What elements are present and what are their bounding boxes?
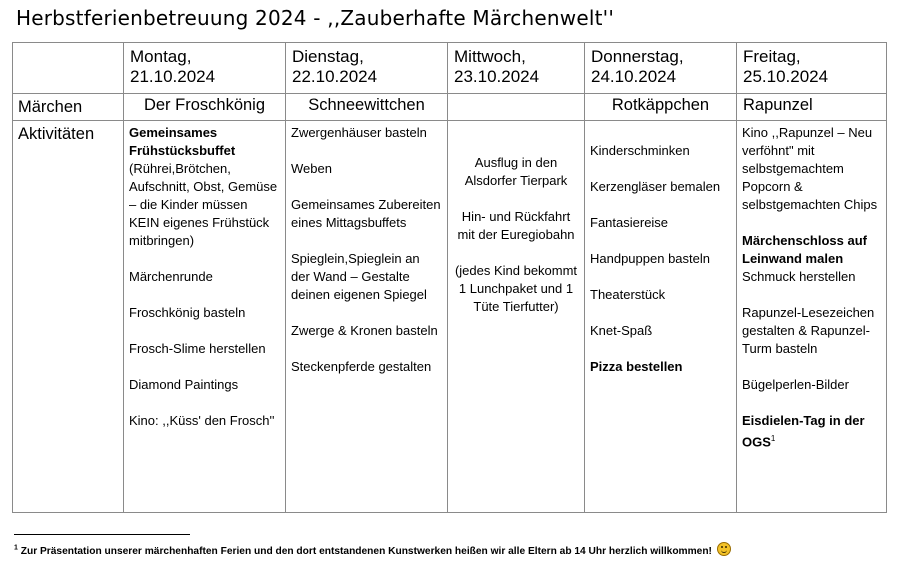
activities-tuesday [286, 121, 448, 513]
footnote-separator [14, 534, 190, 535]
activity-item: Märchenrunde [129, 269, 213, 284]
smiling-face-icon [717, 542, 731, 556]
activity-item: Theaterstück [590, 287, 666, 302]
day-name: Freitag, [743, 47, 801, 66]
corner-cell [13, 43, 124, 94]
day-name: Donnerstag, [591, 47, 684, 66]
footnote-mark: 1 [14, 544, 18, 552]
tale-wednesday [448, 94, 585, 121]
activity-item: Hin- und Rückfahrt mit der Euregiobahn [457, 209, 575, 242]
day-name: Mittwoch, [454, 47, 526, 66]
day-header-thursday [585, 43, 737, 94]
day-header-friday [737, 43, 887, 94]
maerchen-row [13, 94, 887, 121]
activities-friday [737, 121, 887, 513]
activity-item: Weben [291, 161, 332, 176]
day-header-tuesday [286, 43, 448, 94]
activity-item: Steckenpferde gestalten [291, 359, 432, 374]
activity-item: (jedes Kind bekommt 1 Lunchpaket und 1 Tüte Tierfutter) [454, 263, 578, 314]
tale-thursday: Rotkäppchen [585, 94, 737, 121]
footnote-reference: 1 [770, 434, 776, 443]
day-date: 21.10.2024 [130, 67, 216, 86]
activity-eisdielen: Eisdielen-Tag in der OGS [742, 413, 865, 450]
activity-breakfast-title: Gemeinsames Frühstücksbuffet [129, 125, 236, 158]
activity-item: Knet-Spaß [590, 323, 653, 338]
activity-item: Kinderschminken [590, 143, 690, 158]
tale-tuesday: Schneewittchen [286, 94, 448, 121]
activity-item: Bügelperlen-Bilder [742, 377, 849, 392]
day-name: Montag, [130, 47, 192, 66]
activity-item: Kerzengläser bemalen [590, 179, 721, 194]
activity-breakfast-note: (Rührei,Brötchen, Aufschnitt, Obst, Gemüse – die Kinder müssen KEIN eigenes Frühstück mitbringen) [129, 161, 278, 248]
day-date: 22.10.2024 [292, 67, 378, 86]
activity-item: Zwergenhäuser basteln [291, 125, 427, 140]
activity-pizza: Pizza bestellen [590, 359, 683, 374]
row-label-maerchen: Märchen [13, 94, 124, 121]
footnote [14, 542, 731, 557]
activity-item: Handpuppen basteln [590, 251, 710, 266]
activity-item: Diamond Paintings [129, 377, 239, 392]
activity-item: Ausflug in den Alsdorfer Tierpark [464, 155, 568, 188]
activity-item: Schmuck herstellen [742, 269, 856, 284]
activity-item: Spieglein,Spieglein an der Wand – Gestalte deinen eigenen Spiegel [291, 251, 427, 302]
tale-friday: Rapunzel [737, 94, 887, 121]
activity-item: Zwerge & Kronen basteln [291, 323, 438, 338]
day-name: Dienstag, [292, 47, 364, 66]
activity-item: Froschkönig basteln [129, 305, 246, 320]
day-header-monday [124, 43, 286, 94]
activity-item: Fantasiereise [590, 215, 669, 230]
day-header-wednesday [448, 43, 585, 94]
activity-item: Rapunzel-Lesezeichen gestalten & Rapunzel-Turm basteln [742, 305, 875, 356]
activity-item: Kino ,,Rapunzel – Neu verföhnt" mit selbstgemachtem Popcorn & selbstgemachten Chips [742, 125, 878, 212]
activities-thursday [585, 121, 737, 513]
activities-row [13, 121, 887, 513]
activity-item: Kino: ,,Küss' den Frosch'' [129, 413, 275, 428]
tale-monday: Der Froschkönig [124, 94, 286, 121]
activity-maerchenschloss: Märchenschloss auf Leinwand malen [742, 233, 867, 266]
day-header-row [13, 43, 887, 94]
schedule-table [12, 42, 887, 513]
footnote-text: Zur Präsentation unserer märchenhaften Ferien und den dort entstandenen Kunstwerken heißen wir alle Eltern ab 14 Uhr herzlich willkommen! [20, 546, 712, 557]
day-date: 24.10.2024 [591, 67, 677, 86]
activities-wednesday [448, 121, 585, 513]
row-label-aktivitaeten: Aktivitäten [13, 121, 124, 513]
activity-item: Gemeinsames Zubereiten eines Mittagsbuffets [291, 197, 441, 230]
document-title: Herbstferienbetreuung 2024 - ,,Zauberhafte Märchenwelt'' [16, 6, 615, 30]
activities-monday [124, 121, 286, 513]
activity-item: Frosch-Slime herstellen [129, 341, 266, 356]
day-date: 23.10.2024 [454, 67, 540, 86]
day-date: 25.10.2024 [743, 67, 829, 86]
